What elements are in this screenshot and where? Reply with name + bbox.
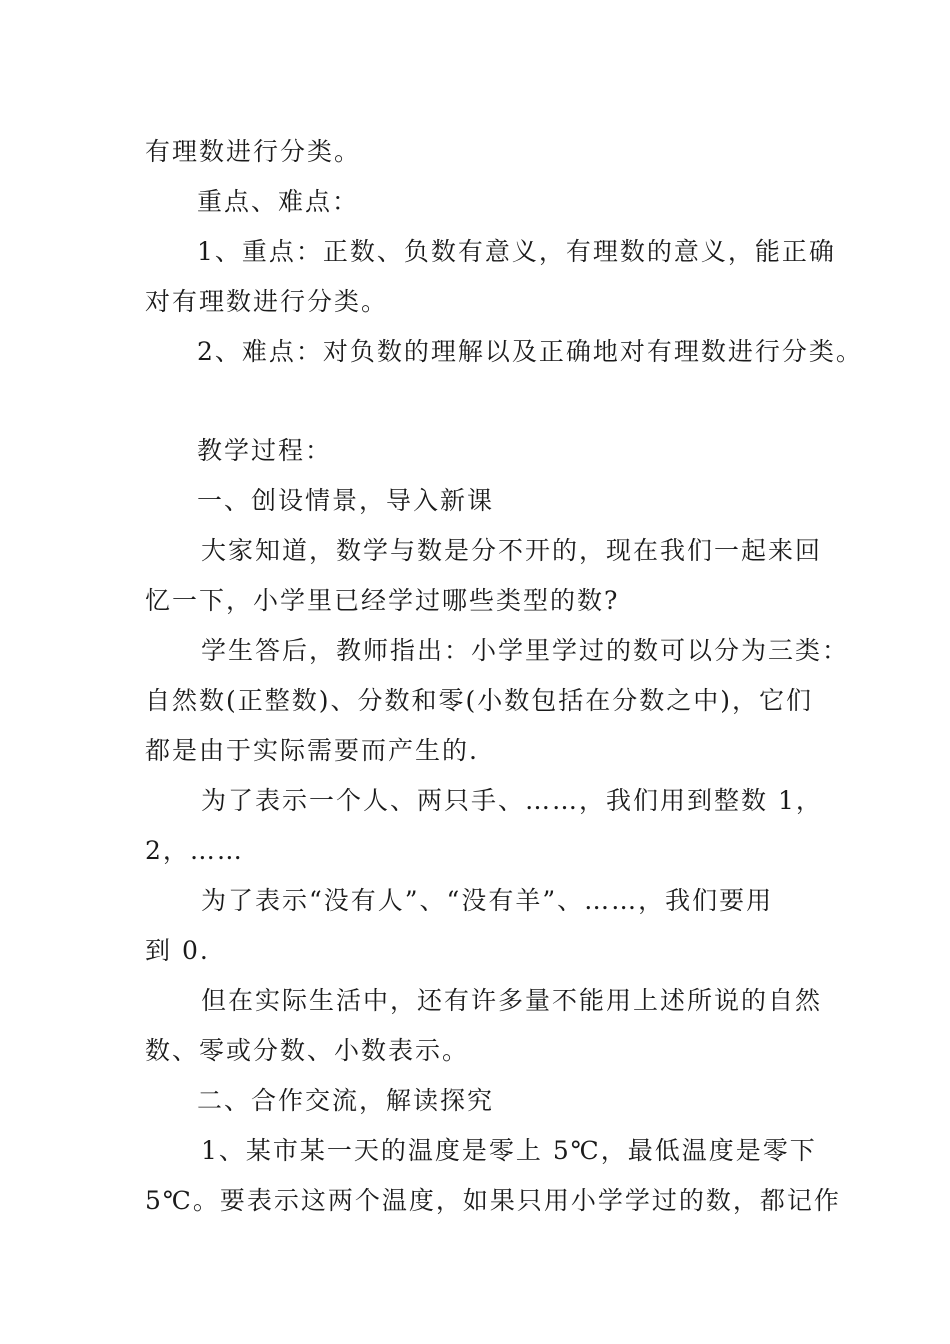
text-line: 大家知道，数学与数是分不开的，现在我们一起来回 xyxy=(201,536,823,565)
text-line: 都是由于实际需要而产生的. xyxy=(145,736,479,765)
text-line: 自然数(正整数)、分数和零(小数包括在分数之中)，它们 xyxy=(145,686,814,715)
text-line: 5℃。要表示这两个温度，如果只用小学学过的数，都记作 xyxy=(145,1186,841,1215)
text-line: 忆一下，小学里已经学过哪些类型的数? xyxy=(145,586,620,615)
text-line: 1、某市某一天的温度是零上 5℃，最低温度是零下 xyxy=(201,1136,817,1165)
text-line: 2，…… xyxy=(145,836,244,865)
text-line: 2、难点：对负数的理解以及正确地对有理数进行分类。 xyxy=(197,337,863,366)
text-line: 1、重点：正数、负数有意义，有理数的意义，能正确 xyxy=(197,237,836,266)
text-line: 为了表示一个人、两只手、……，我们用到整数 1， xyxy=(201,786,823,815)
section-heading: 二、合作交流，解读探究 xyxy=(197,1086,495,1115)
text-line: 有理数进行分类。 xyxy=(145,137,362,166)
text-line: 为了表示“没有人”、“没有羊”、……，我们要用 xyxy=(201,886,774,915)
section-heading: 教学过程： xyxy=(197,436,333,465)
text-line: 学生答后，教师指出：小学里学过的数可以分为三类： xyxy=(201,636,850,665)
text-line: 但在实际生活中，还有许多量不能用上述所说的自然 xyxy=(201,986,823,1015)
text-line: 数、零或分数、小数表示。 xyxy=(145,1036,470,1065)
text-line: 到 0. xyxy=(145,936,210,965)
section-heading: 重点、难点： xyxy=(197,187,360,216)
text-line: 对有理数进行分类。 xyxy=(145,287,389,316)
section-heading: 一、创设情景，导入新课 xyxy=(197,486,495,515)
